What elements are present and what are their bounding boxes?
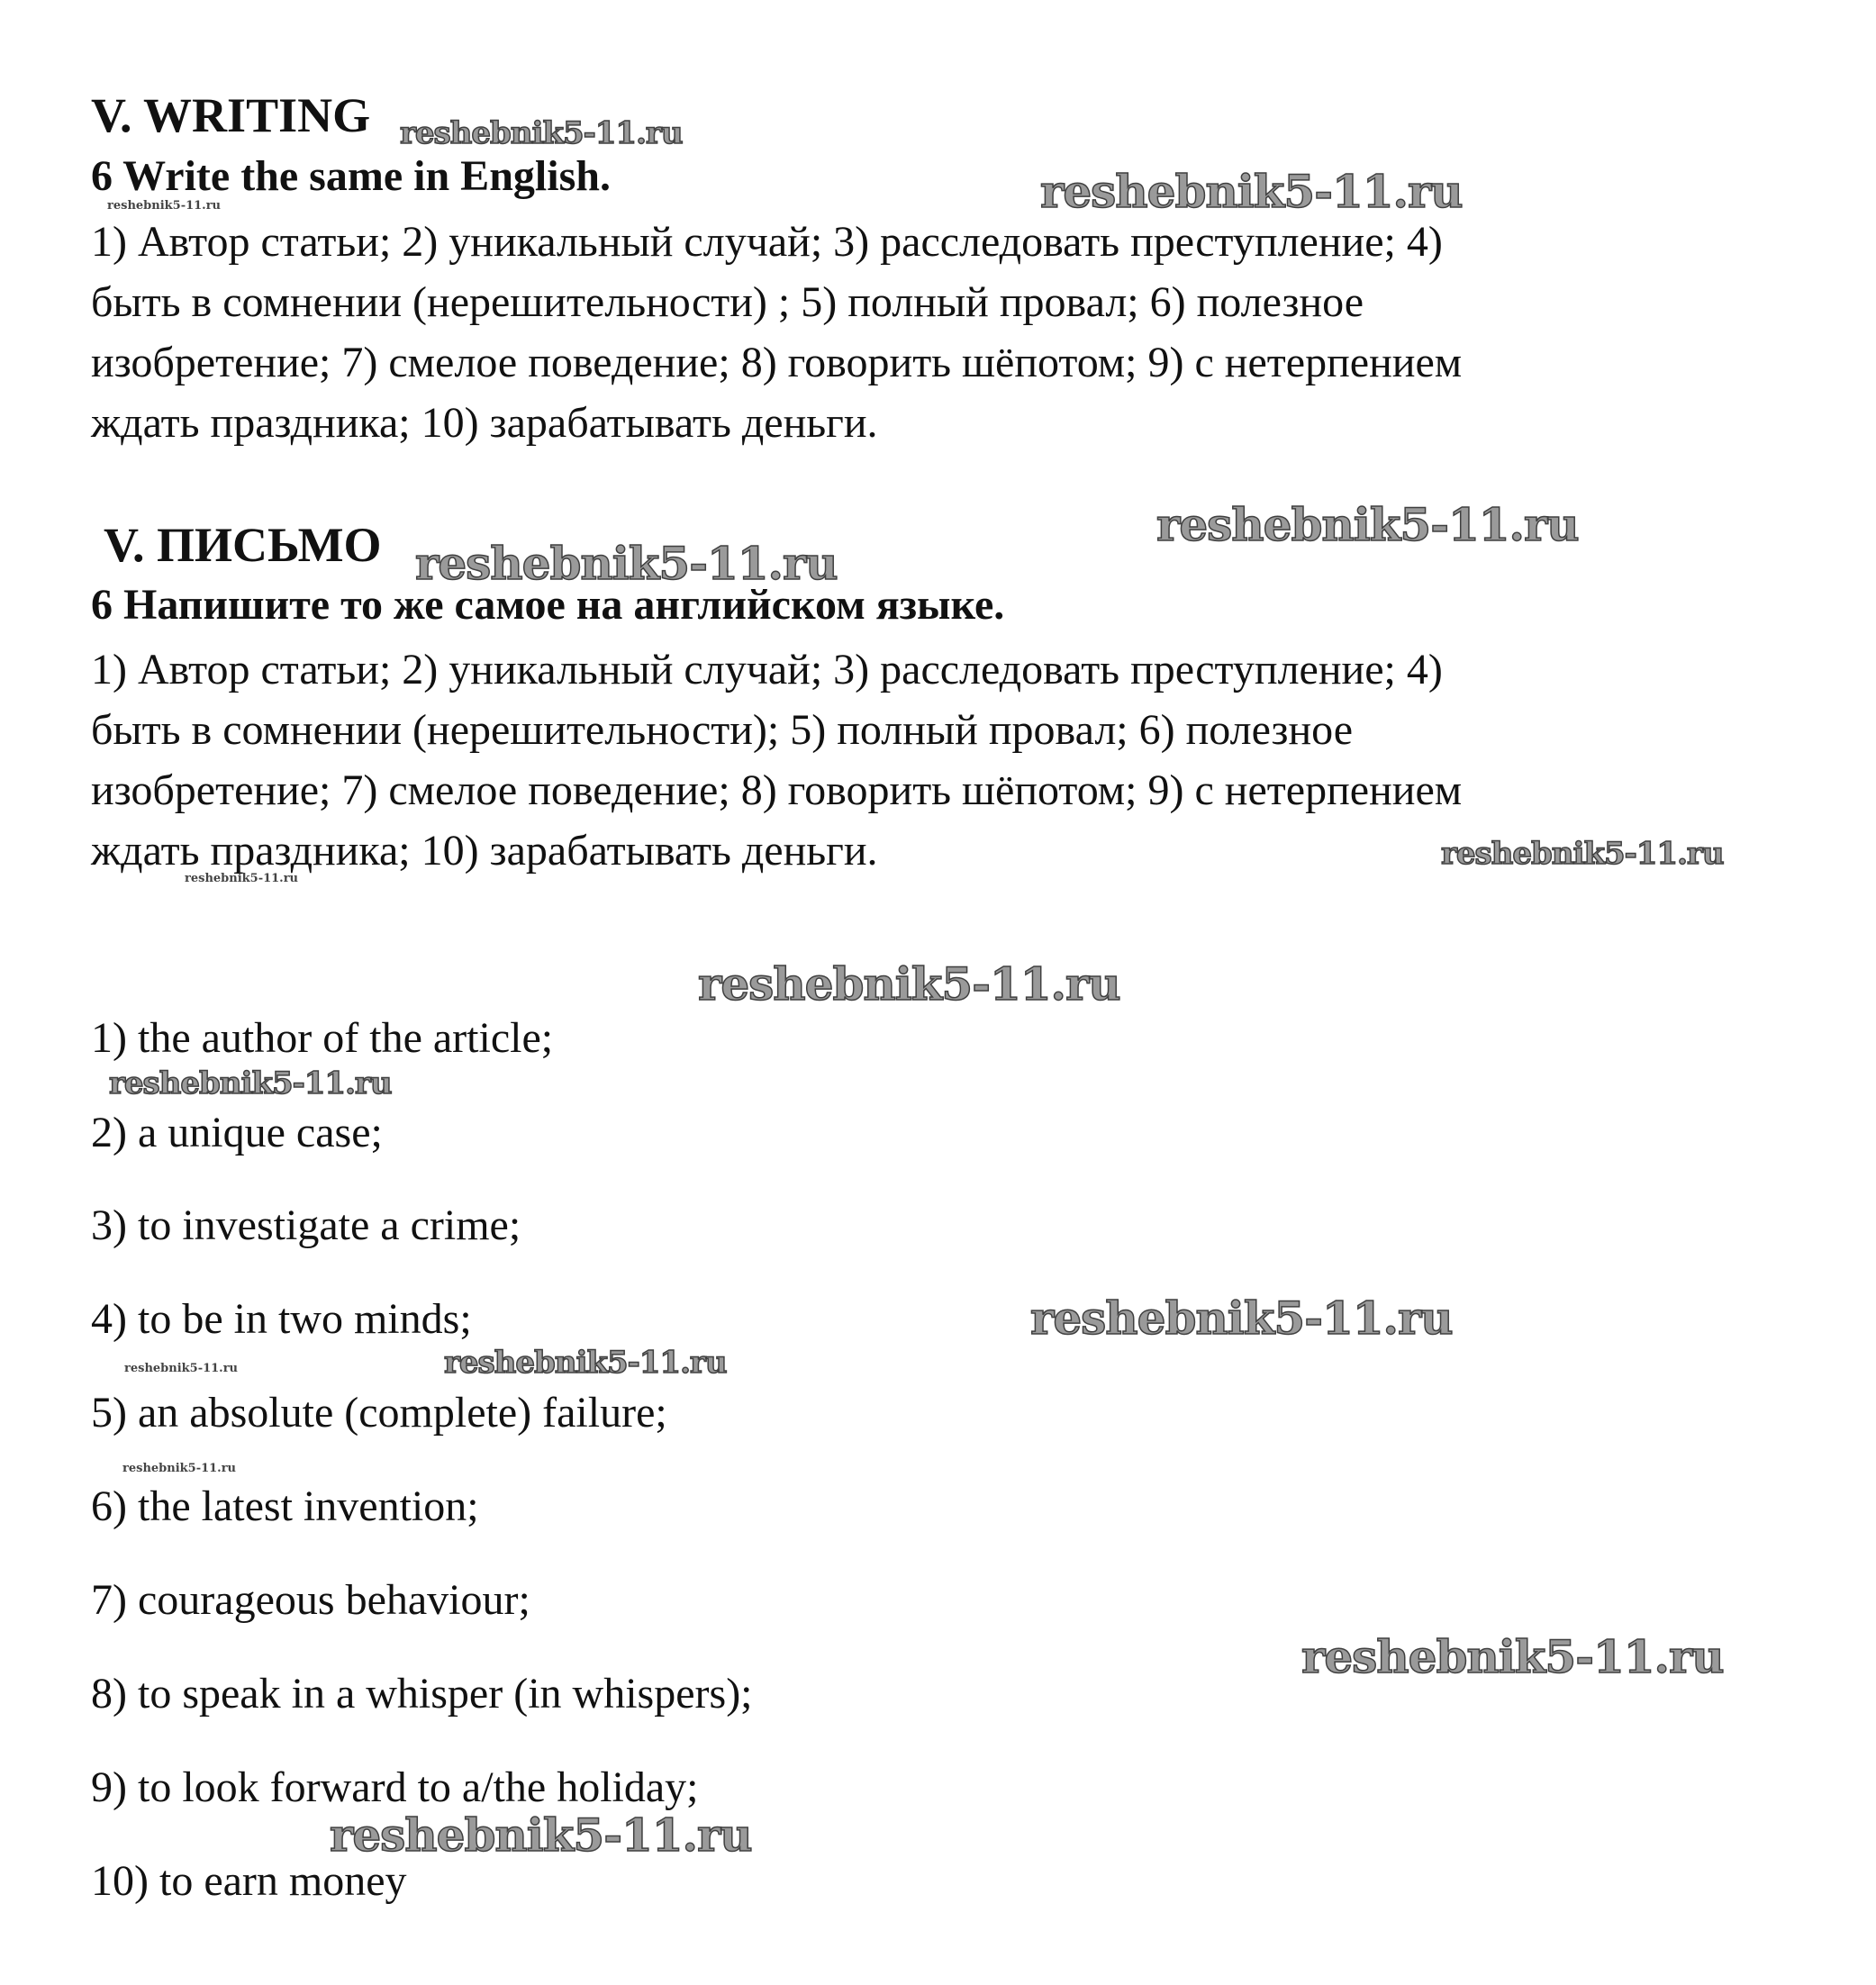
watermark: reshebnik5-11.ru — [1301, 1630, 1724, 1683]
answer-item: 4) to be in two minds; — [91, 1295, 472, 1343]
answer-item: 7) courageous behaviour; — [91, 1576, 530, 1624]
task-line: изобретение; 7) смелое поведение; 8) говорить шёпотом; 9) с нетерпением — [91, 766, 1463, 814]
task-line: ждать праздника; 10) зарабатывать деньги. — [91, 399, 878, 447]
watermark: reshebnik5-11.ru — [698, 957, 1120, 1011]
watermark: reshebnik5-11.ru — [109, 1065, 392, 1101]
watermark: reshebnik5-11.ru — [124, 1362, 239, 1375]
section-heading-ru: V. ПИСЬМО — [104, 518, 382, 572]
section-heading-en: V. WRITING — [91, 88, 371, 142]
task-line: ждать праздника; 10) зарабатывать деньги. — [91, 827, 878, 875]
watermark: reshebnik5-11.ru — [1441, 836, 1724, 872]
answer-item: 3) to investigate a crime; — [91, 1201, 521, 1249]
watermark: reshebnik5-11.ru — [1040, 165, 1463, 218]
watermark: reshebnik5-11.ru — [444, 1345, 727, 1381]
answer-item: 8) to speak in a whisper (in whispers); — [91, 1670, 753, 1718]
answer-item: 6) the latest invention; — [91, 1482, 479, 1530]
task-text-en — [91, 212, 1802, 453]
task-line: 1) Автор статьи; 2) уникальный случай; 3) расследовать преступление; 4) — [91, 646, 1443, 693]
answer-item: 2) a unique case; — [91, 1109, 383, 1156]
watermark: reshebnik5-11.ru — [107, 199, 222, 213]
task-line: изобретение; 7) смелое поведение; 8) говорить шёпотом; 9) с нетерпением — [91, 339, 1463, 386]
task-line: быть в сомнении (нерешительности); 5) полный провал; 6) полезное — [91, 706, 1354, 754]
answer-item: 1) the author of the article; — [91, 1014, 554, 1062]
watermark: reshebnik5-11.ru — [400, 115, 683, 151]
answer-item: 5) an absolute (complete) failure; — [91, 1389, 667, 1437]
watermark: reshebnik5-11.ru — [122, 1462, 237, 1475]
task-line: 1) Автор статьи; 2) уникальный случай; 3) расследовать преступление; 4) — [91, 218, 1443, 266]
answer-item: 10) to earn money — [91, 1857, 407, 1905]
task-line: быть в сомнении (нерешительности) ; 5) полный провал; 6) полезное — [91, 278, 1364, 326]
task-title-ru: 6 Напишите то же самое на английском языке. — [91, 581, 1005, 629]
watermark: reshebnik5-11.ru — [415, 537, 838, 590]
watermark: reshebnik5-11.ru — [1156, 498, 1579, 551]
watermark: reshebnik5-11.ru — [330, 1808, 752, 1862]
task-title-en: 6 Write the same in English. — [91, 152, 611, 200]
watermark: reshebnik5-11.ru — [1030, 1292, 1453, 1345]
watermark: reshebnik5-11.ru — [185, 872, 299, 885]
answer-item: 9) to look forward to a/the holiday; — [91, 1763, 699, 1811]
